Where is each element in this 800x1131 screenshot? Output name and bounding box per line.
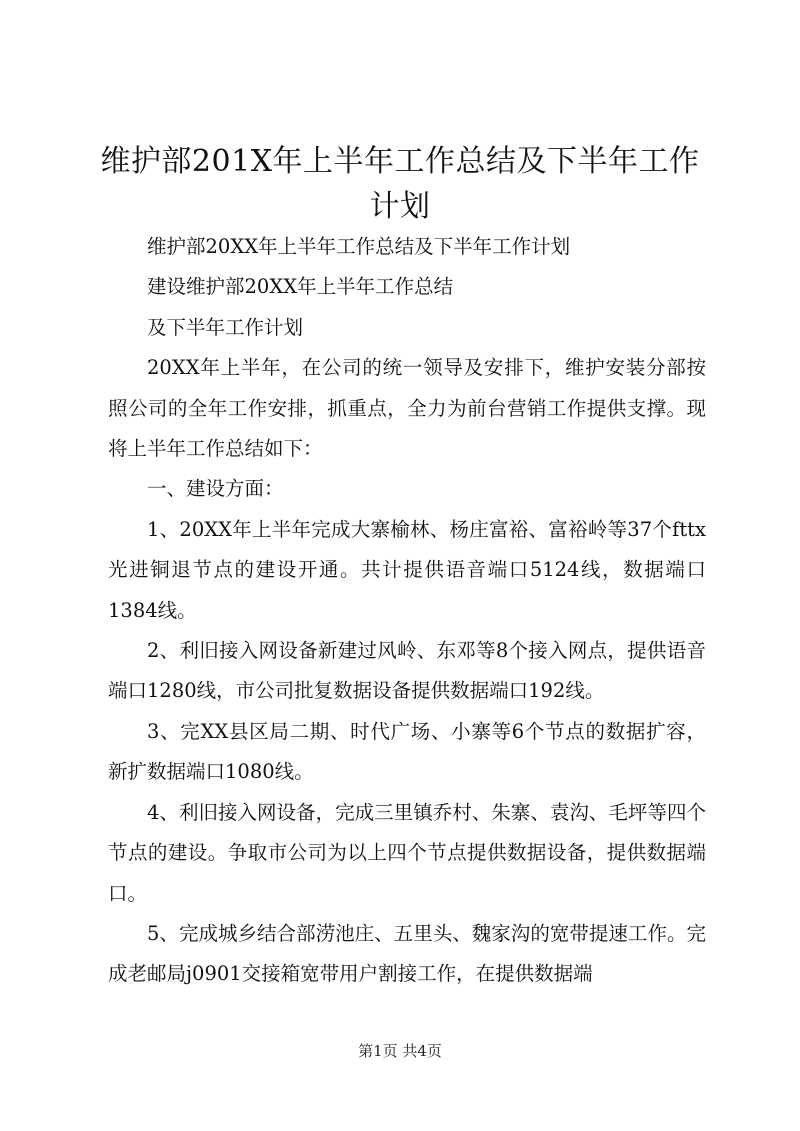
paragraph-item-4: 4、利旧接入网设备，完成三里镇乔村、朱寨、袁沟、毛坪等四个节点的建设。争取市公司为以上四个节点提供数据设备，提供数据端口。 [108,800,706,905]
paragraph-item-1: 1、20XX年上半年完成大寨榆林、杨庄富裕、富裕岭等37个fttx光进铜退节点的建设开通。共计提供语音端口5124线，数据端口1384线。 [108,517,706,622]
page-number-footer: 第1页 共4页 [358,1042,442,1060]
paragraph-heading-b: 及下半年工作计划 [147,315,304,339]
document-title-line-2: 计划 [369,189,431,224]
paragraph-item-2: 2、利旧接入网设备新建过风岭、东邓等8个接入网点，提供语音端口1280线，市公司批复数据设备提供数据端口192线。 [108,639,706,703]
document-title-line-1: 维护部201X年上半年工作总结及下半年工作 [100,144,700,179]
document-body [108,227,706,995]
paragraph-heading-a: 建设维护部20XX年上半年工作总结 [147,275,454,299]
paragraph-intro: 20XX年上半年，在公司的统一领导及安排下，维护安装分部按照公司的全年工作安排，抓重点，全力为前台营销工作提供支撑。现将上半年工作总结如下： [108,356,706,461]
paragraph-subtitle: 维护部20XX年上半年工作总结及下半年工作计划 [147,235,571,258]
paragraph-item-3: 3、完XX县区局二期、时代广场、小寨等6个节点的数据扩容，新扩数据端口1080线。 [108,719,706,784]
section-heading-construction: 一、建设方面： [147,477,284,501]
paragraph-item-5: 5、完成城乡结合部涝池庄、五里头、魏家沟的宽带提速工作。完成老邮局j0901交接箱宽带用户割接工作，在提供数据端 [108,921,706,986]
